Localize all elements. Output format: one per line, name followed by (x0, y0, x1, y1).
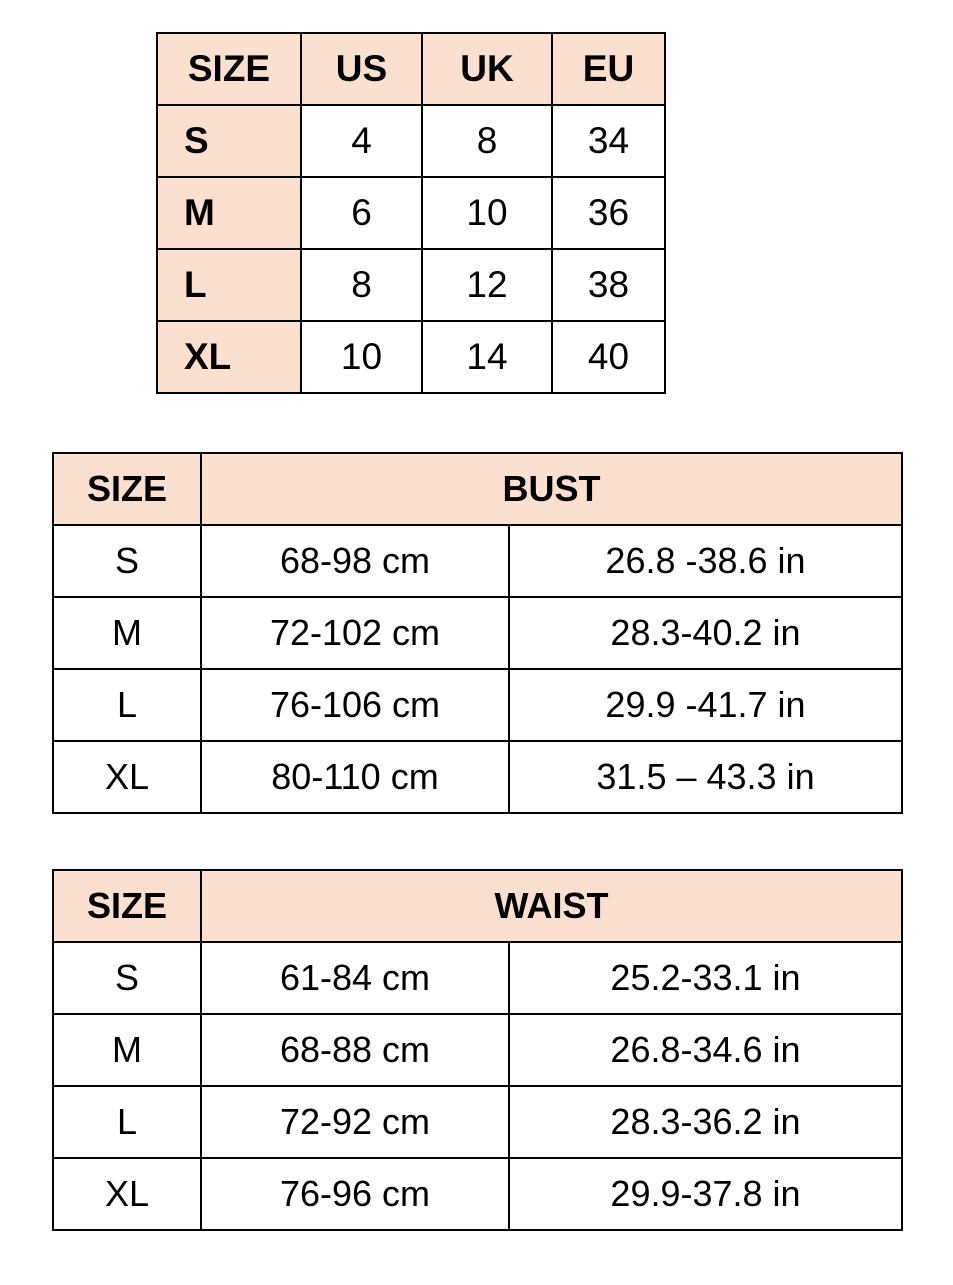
waist-measurements-table (52, 869, 903, 1231)
cell-size: L (157, 249, 301, 321)
cell-bust-cm: 76-106 cm (201, 669, 509, 741)
cell-bust-cm: 72-102 cm (201, 597, 509, 669)
column-header-us: US (301, 33, 422, 105)
cell-us: 10 (301, 321, 422, 393)
cell-bust-in: 31.5 – 43.3 in (509, 741, 902, 813)
cell-size: M (53, 597, 201, 669)
table-row (53, 942, 902, 1014)
column-header-size: SIZE (157, 33, 301, 105)
table-row (157, 321, 665, 393)
cell-bust-cm: 68-98 cm (201, 525, 509, 597)
table-header-row (157, 33, 665, 105)
table-row (157, 249, 665, 321)
cell-size: L (53, 1086, 201, 1158)
cell-eu: 38 (552, 249, 665, 321)
cell-uk: 12 (422, 249, 552, 321)
cell-waist-in: 25.2-33.1 in (509, 942, 902, 1014)
cell-eu: 34 (552, 105, 665, 177)
table-row (53, 525, 902, 597)
table-row (53, 1086, 902, 1158)
table-row (157, 177, 665, 249)
cell-us: 8 (301, 249, 422, 321)
cell-waist-cm: 76-96 cm (201, 1158, 509, 1230)
cell-waist-in: 26.8-34.6 in (509, 1014, 902, 1086)
cell-size: S (157, 105, 301, 177)
cell-uk: 10 (422, 177, 552, 249)
cell-bust-in: 28.3-40.2 in (509, 597, 902, 669)
cell-size: XL (53, 741, 201, 813)
bust-measurements-table (52, 452, 903, 814)
table-header-row (53, 870, 902, 942)
cell-waist-in: 29.9-37.8 in (509, 1158, 902, 1230)
column-header-size: SIZE (53, 453, 201, 525)
column-header-bust: BUST (201, 453, 902, 525)
cell-bust-in: 26.8 -38.6 in (509, 525, 902, 597)
table-row (53, 741, 902, 813)
cell-size: XL (157, 321, 301, 393)
cell-waist-cm: 72-92 cm (201, 1086, 509, 1158)
cell-uk: 8 (422, 105, 552, 177)
cell-eu: 36 (552, 177, 665, 249)
table-row (53, 669, 902, 741)
table-row (157, 105, 665, 177)
table-row (53, 1158, 902, 1230)
cell-size: S (53, 525, 201, 597)
cell-size: M (53, 1014, 201, 1086)
cell-uk: 14 (422, 321, 552, 393)
cell-size: L (53, 669, 201, 741)
table-row (53, 597, 902, 669)
column-header-eu: EU (552, 33, 665, 105)
column-header-uk: UK (422, 33, 552, 105)
cell-waist-cm: 68-88 cm (201, 1014, 509, 1086)
cell-size: XL (53, 1158, 201, 1230)
cell-us: 6 (301, 177, 422, 249)
cell-size: S (53, 942, 201, 1014)
column-header-size: SIZE (53, 870, 201, 942)
cell-us: 4 (301, 105, 422, 177)
cell-eu: 40 (552, 321, 665, 393)
cell-waist-cm: 61-84 cm (201, 942, 509, 1014)
table-header-row (53, 453, 902, 525)
cell-size: M (157, 177, 301, 249)
cell-bust-in: 29.9 -41.7 in (509, 669, 902, 741)
cell-bust-cm: 80-110 cm (201, 741, 509, 813)
cell-waist-in: 28.3-36.2 in (509, 1086, 902, 1158)
column-header-waist: WAIST (201, 870, 902, 942)
table-row (53, 1014, 902, 1086)
size-conversion-table (156, 32, 666, 394)
